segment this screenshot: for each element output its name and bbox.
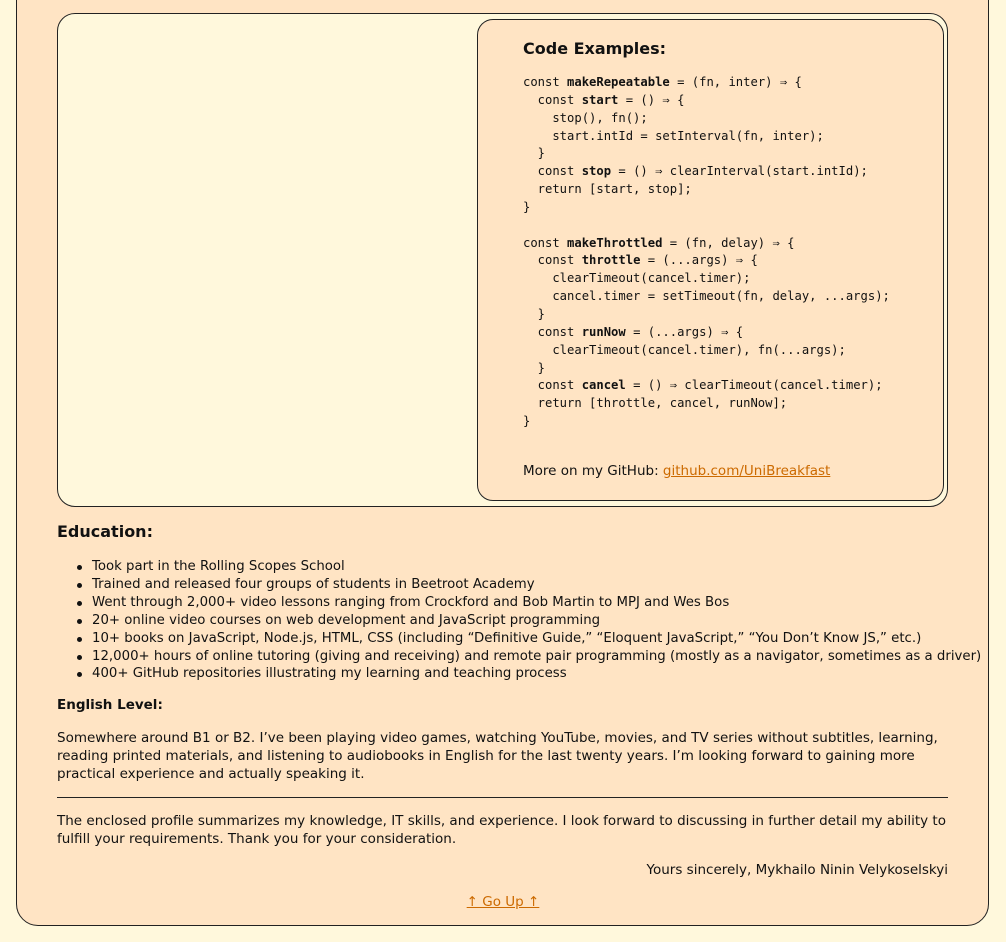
code-line (523, 342, 890, 360)
code-text: = (fn, inter) ⇒ { (669, 75, 802, 89)
list-item: 20+ online video courses on web development and JavaScript programming (92, 612, 981, 630)
github-link[interactable]: github.com/UniBreakfast (662, 463, 831, 479)
code-text: } (523, 306, 546, 321)
education-list (92, 558, 981, 683)
code-line (523, 199, 890, 217)
code-identifier: stop (581, 164, 612, 179)
code-line (523, 270, 890, 288)
code-line (523, 395, 890, 413)
code-text: } (523, 146, 546, 161)
code-line (523, 288, 890, 306)
code-line (523, 324, 890, 342)
code-line (523, 235, 890, 253)
code-text: = (...args) ⇒ { (640, 253, 758, 268)
english-level-text: Somewhere around B1 or B2. I’ve been playing video games, watching YouTube, movies, and TV series without subtitles, learning, reading printed materials, and listening to audiobooks in English for the last twenty years. I’m looking forward to gaining more practical experience and actually speaking it. (57, 730, 938, 782)
code-line (523, 163, 890, 181)
go-up-link[interactable]: ↑ Go Up ↑ (466, 894, 540, 910)
code-line (523, 145, 890, 163)
code-line (523, 110, 890, 128)
closing-text: The enclosed profile summarizes my knowledge, IT skills, and experience. I look forward to discussing in further detail my ability to fulfill your requirements. Thank you for your consideration. (57, 813, 946, 847)
list-item: 400+ GitHub repositories illustrating my learning and teaching process (92, 665, 981, 683)
code-line (523, 360, 890, 378)
code-text: const (523, 75, 568, 89)
code-line (523, 217, 890, 235)
code-line (523, 306, 890, 324)
list-item: Took part in the Rolling Scopes School (92, 558, 981, 576)
code-text: const (523, 92, 582, 107)
code-text: = () ⇒ clearInterval(start.intId); (611, 164, 868, 179)
github-line (523, 463, 830, 479)
code-text: = (...args) ⇒ { (625, 324, 744, 339)
code-text: start.intId = setInterval(fn, inter); (523, 128, 824, 143)
code-text: cancel.timer = setTimeout(fn, delay, ...args); (523, 289, 890, 304)
code-text: clearTimeout(cancel.timer), fn(...args); (523, 342, 846, 357)
list-item: Trained and released four groups of students in Beetroot Academy (92, 576, 981, 594)
code-text: } (523, 199, 531, 214)
code-line (523, 181, 890, 199)
code-text: stop(), fn(); (523, 110, 648, 125)
english-level-title: English Level: (57, 697, 163, 713)
code-line (523, 413, 890, 431)
go-up-container (0, 894, 1006, 910)
code-line (523, 74, 890, 92)
code-text: const (523, 253, 582, 268)
list-item: 12,000+ hours of online tutoring (giving and receiving) and remote pair programming (mostly as a navigator, sometimes as a driver) (92, 648, 982, 664)
code-text: const (523, 324, 582, 339)
code-text: const (523, 164, 582, 179)
code-identifier: start (581, 92, 619, 107)
code-text: = (fn, delay) ⇒ { (662, 235, 795, 250)
list-item: 10+ books on JavaScript, Node.js, HTML, CSS (including “Definitive Guide,” “Eloquent JavaScript,” “You Don’t Know JS,” etc.) (92, 630, 981, 648)
list-item: Went through 2,000+ video lessons ranging from Crockford and Bob Martin to MPJ and Wes Bos (92, 594, 981, 612)
code-identifier: makeRepeatable (567, 75, 670, 89)
github-prefix: More on my GitHub: (523, 463, 663, 479)
signature: Yours sincerely, Mykhailo Ninin Velykoselskyi (646, 862, 948, 878)
code-text: = () ⇒ clearTimeout(cancel.timer); (625, 378, 883, 393)
code-text: clearTimeout(cancel.timer); (523, 271, 751, 286)
code-identifier: cancel (581, 378, 626, 393)
code-text: const (523, 235, 568, 250)
code-text: = () ⇒ { (618, 92, 685, 107)
code-text: } (523, 414, 531, 429)
code-identifier: makeThrottled (567, 235, 663, 250)
code-identifier: runNow (581, 324, 626, 339)
code-snippet (523, 74, 890, 431)
code-text: } (523, 360, 546, 375)
education-title: Education: (57, 522, 153, 541)
code-line (523, 128, 890, 146)
divider (57, 797, 948, 798)
code-text: return [throttle, cancel, runNow]; (523, 396, 788, 411)
code-identifier: throttle (581, 253, 641, 268)
code-line (523, 377, 890, 395)
code-line (523, 252, 890, 270)
code-examples-title: Code Examples: (523, 39, 667, 58)
code-text: const (523, 378, 582, 393)
code-text: return [start, stop]; (523, 182, 692, 197)
code-line (523, 92, 890, 110)
